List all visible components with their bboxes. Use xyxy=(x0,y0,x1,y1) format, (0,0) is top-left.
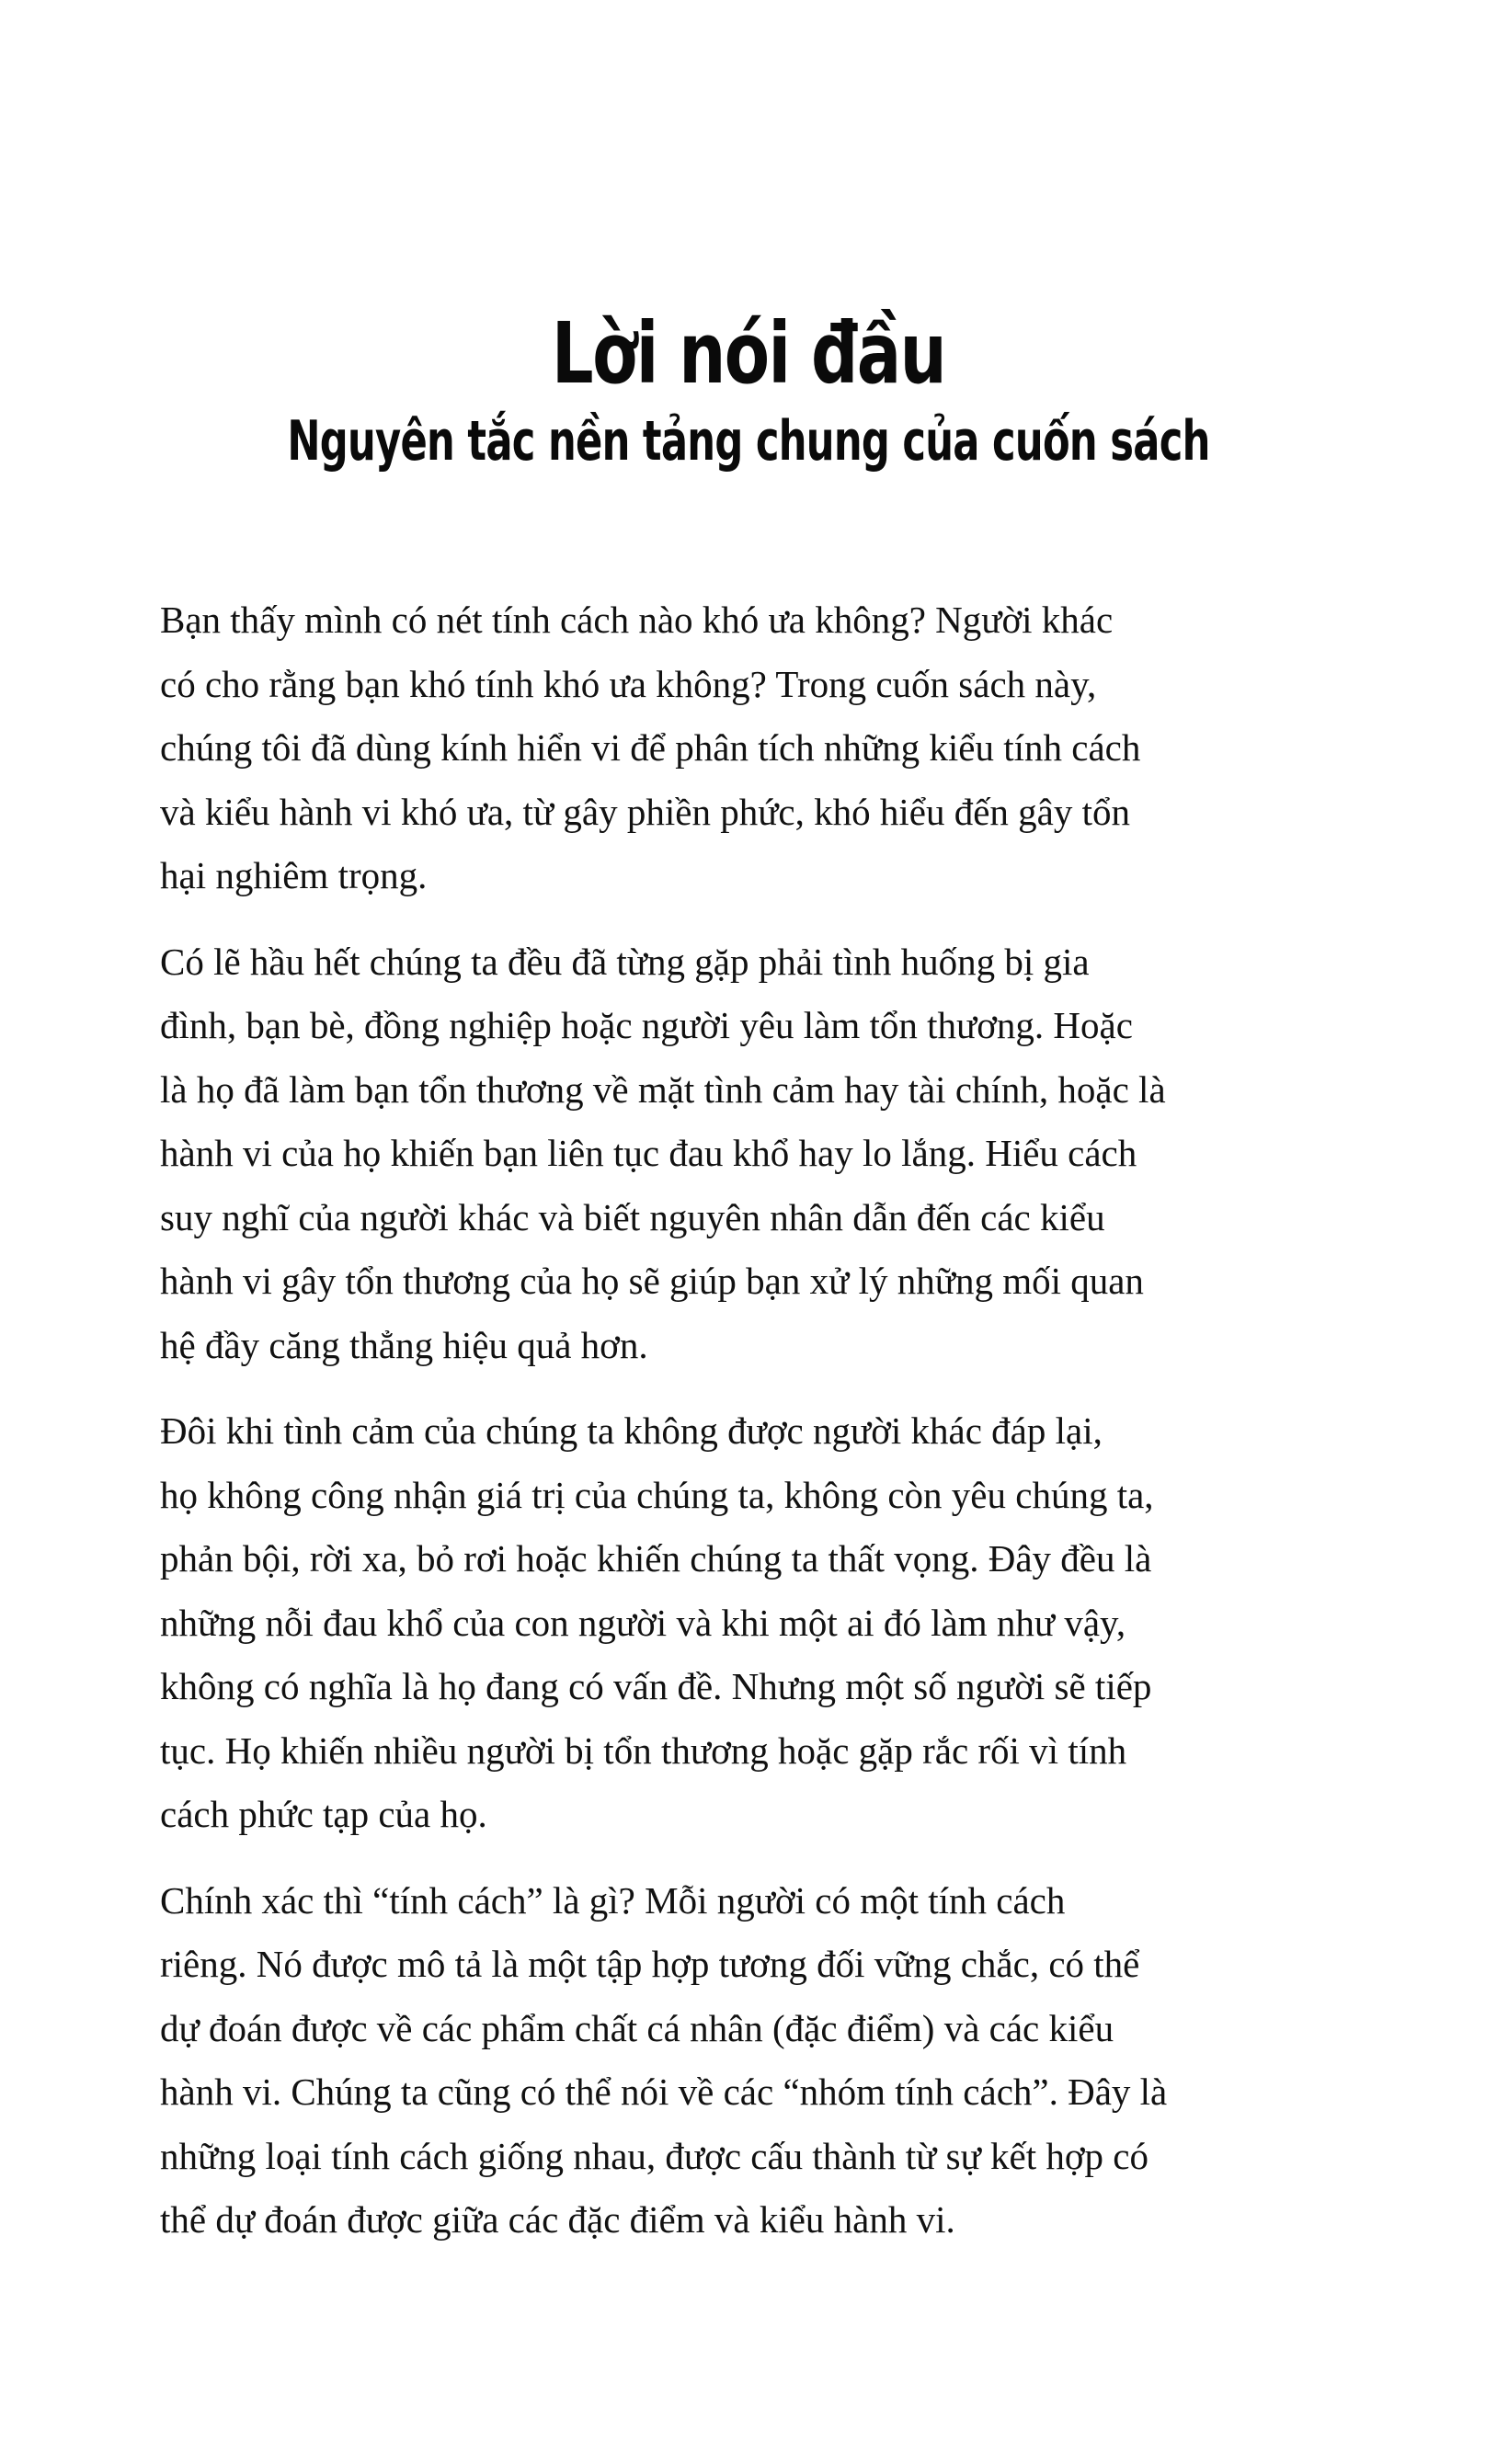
text-line: hành vi của họ khiến bạn liên tục đau khổ hay lo lắng. Hiểu cách xyxy=(160,1132,1137,1174)
text-line: và kiểu hành vi khó ưa, từ gây phiền phức, khó hiểu đến gây tổn xyxy=(160,790,1130,833)
text-line: Đôi khi tình cảm của chúng ta không được người khác đáp lại, xyxy=(160,1409,1103,1452)
text-line: Chính xác thì “tính cách” là gì? Mỗi người có một tính cách xyxy=(160,1878,1066,1922)
text-line: chúng tôi đã dùng kính hiển vi để phân tích những kiểu tính cách xyxy=(160,726,1141,769)
text-line: tục. Họ khiến nhiều người bị tổn thương hoặc gặp rắc rối vì tính xyxy=(160,1728,1127,1772)
text-line: có cho rằng bạn khó tính khó ưa không? Trong cuốn sách này, xyxy=(160,662,1097,705)
text-line: họ không công nhận giá trị của chúng ta, không còn yêu chúng ta, xyxy=(160,1473,1154,1516)
text-line: suy nghĩ của người khác và biết nguyên nhân dẫn đến các kiểu xyxy=(160,1195,1105,1238)
text-line: hành vi gây tổn thương của họ sẽ giúp bạn xử lý những mối quan xyxy=(160,1260,1144,1302)
text-line: phản bội, rời xa, bỏ rơi hoặc khiến chúng ta thất vọng. Đây đều là xyxy=(160,1537,1152,1580)
text-line: những loại tính cách giống nhau, được cấu thành từ sự kết hợp có xyxy=(160,2134,1149,2177)
text-line: đình, bạn bè, đồng nghiệp hoặc người yêu làm tổn thương. Hoặc xyxy=(160,1004,1133,1046)
text-line: dự đoán được về các phẩm chất cá nhân (đặc điểm) và các kiểu xyxy=(160,2006,1114,2049)
text-line: thể dự đoán được giữa các đặc điểm và kiểu hành vi. xyxy=(160,2198,955,2241)
text-line: hành vi. Chúng ta cũng có thể nói về các “nhóm tính cách”. Đây là xyxy=(160,2070,1168,2113)
paragraph-1 xyxy=(160,588,1339,908)
text-line: hệ đầy căng thẳng hiệu quả hơn. xyxy=(160,1323,648,1366)
text-line: không có nghĩa là họ đang có vấn đề. Nhưng một số người sẽ tiếp xyxy=(160,1665,1152,1707)
text-line: riêng. Nó được mô tả là một tập hợp tương đối vững chắc, có thể xyxy=(160,1943,1140,1985)
text-line: những nỗi đau khổ của con người và khi một ai đó làm như vậy, xyxy=(160,1601,1126,1644)
page-title: Lời nói đầu xyxy=(551,304,946,403)
text-line: cách phức tạp của họ. xyxy=(160,1793,487,1835)
paragraph-4 xyxy=(160,1869,1339,2253)
paragraph-3 xyxy=(160,1399,1339,1847)
page-subtitle: Nguyên tắc nền tảng chung của cuốn sách xyxy=(287,409,1210,473)
text-line: là họ đã làm bạn tổn thương về mặt tình cảm hay tài chính, hoặc là xyxy=(160,1067,1166,1111)
text-line: Bạn thấy mình có nét tính cách nào khó ưa không? Người khác xyxy=(160,599,1114,641)
paragraph-2 xyxy=(160,930,1339,1378)
text-line: Có lẽ hầu hết chúng ta đều đã từng gặp phải tình huống bị gia xyxy=(160,940,1090,983)
text-line: hại nghiêm trọng. xyxy=(160,854,428,896)
body-text xyxy=(160,588,1339,2275)
